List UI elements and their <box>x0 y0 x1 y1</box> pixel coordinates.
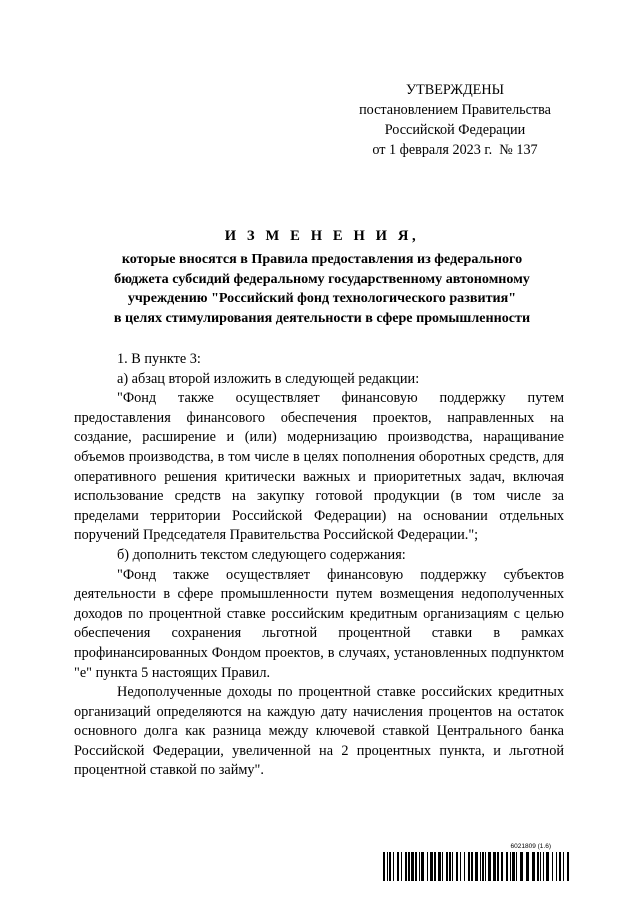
barcode-bar <box>408 852 410 881</box>
barcode-bar <box>512 852 515 881</box>
barcode-bar <box>438 852 441 881</box>
barcode-bar <box>421 852 424 881</box>
barcode-bar <box>446 852 448 881</box>
barcode-bar <box>516 852 517 881</box>
barcode-bar <box>415 852 417 881</box>
document-barcode <box>383 843 569 881</box>
approval-stamp <box>344 80 566 160</box>
title-subtitle-line: бюджета субсидий федеральному государственному автономному <box>114 270 530 287</box>
barcode-bar <box>563 852 564 881</box>
title-subtitle-line: учреждению "Российский фонд технологического развития" <box>127 290 517 306</box>
title-subtitle-line: в целях стимулирования деятельности в сфере промышленности <box>113 309 531 326</box>
document-title <box>70 226 574 328</box>
barcode-bar <box>567 852 569 881</box>
barcode-bar <box>501 852 503 881</box>
barcode-bar <box>430 852 433 881</box>
body-paragraph: Недополученные доходы по процентной ставке российских кредитных организаций определяются на каждую дату начисления процентов на остаток основного долга как разница между ключевой ставкой Центрального банка Российской Федерации, увеличенной на 2 процентных пункта, и льготной процентной ставкой по займу". <box>74 684 564 779</box>
body-paragraph: "Фонд также осуществляет финансовую поддержку путем предоставления финансового обеспечения проектов, направленных на создание, расширение и (или) модернизацию производства, наращивание объемов производства, в том числе в целях пополнения оборотных средств, для оперативного решения критически важных и приоритетных задач, включая использование средств на закупку готовой продукции (в том числе за пределами территории Российской Федерации) на основании отдельных поручений Председателя Правительства Российской Федерации."; <box>74 390 564 544</box>
barcode-bar <box>393 852 394 881</box>
barcode-bar <box>460 852 461 881</box>
barcode-bar <box>506 852 508 881</box>
barcode-bar <box>427 852 428 881</box>
barcode-bar <box>411 852 414 881</box>
approval-heading: УТВЕРЖДЕНЫ <box>406 82 504 98</box>
barcode-bar <box>520 852 523 881</box>
barcode-bar <box>397 852 399 881</box>
barcode-bar <box>532 852 535 881</box>
barcode-bar <box>452 852 453 881</box>
barcode-bar <box>488 852 491 881</box>
barcode-bar <box>434 852 436 881</box>
barcode-bar <box>537 852 539 881</box>
barcode-bar <box>485 852 486 881</box>
title-subtitle <box>70 250 574 328</box>
barcode-image <box>383 852 569 881</box>
barcode-bar <box>471 852 473 881</box>
approval-line-government: Российской Федерации <box>384 122 526 138</box>
barcode-bar <box>442 852 443 881</box>
barcode-bar <box>482 852 484 881</box>
barcode-bar <box>543 852 544 881</box>
barcode-bar <box>540 852 541 881</box>
barcode-bar <box>449 852 451 881</box>
barcode-bar <box>497 852 499 881</box>
barcode-bar <box>493 852 496 881</box>
barcode-bar <box>383 852 385 881</box>
barcode-bar <box>510 852 511 881</box>
barcode-bar <box>559 852 561 881</box>
barcode-bar <box>419 852 420 881</box>
barcode-bar <box>480 852 481 881</box>
barcode-bar <box>546 852 549 881</box>
title-changes: И З М Е Н Е Н И Я, <box>224 228 420 244</box>
barcode-bar <box>389 852 391 881</box>
body-paragraph: а) абзац второй изложить в следующей редакции: <box>117 370 420 387</box>
barcode-bar <box>387 852 388 881</box>
body-paragraph: б) дополнить текстом следующего содержания: <box>117 546 406 563</box>
body-paragraph: 1. В пункте 3: <box>117 351 201 367</box>
barcode-bar <box>405 852 407 881</box>
title-subtitle-line: которые вносятся в Правила предоставления из федерального <box>121 251 523 267</box>
barcode-bar <box>468 852 470 881</box>
barcode-bar <box>526 852 529 881</box>
barcode-bar <box>464 852 465 881</box>
body-paragraph: "Фонд также осуществляет финансовую поддержку субъектов деятельности в сфере промышленности путем возмещения недополученных доходов по процентной ставке российским кредитным организациям с целью обеспечения сохранения льготной процентной ставки в рамках профинансированных Фондом проектов, в случаях, установленных подпунктом "е" пункта 5 настоящих Правил. <box>74 566 564 681</box>
barcode-bar <box>401 852 402 881</box>
approval-line-date-number: от 1 февраля 2023 г. № 137 <box>372 142 538 158</box>
barcode-label: 6021809 (1.6) <box>510 843 551 850</box>
barcode-bar <box>456 852 458 881</box>
document-body <box>74 350 564 781</box>
barcode-bar <box>556 852 557 881</box>
barcode-bar <box>552 852 553 881</box>
approval-line-resolution: постановлением Правительства <box>359 102 551 118</box>
barcode-bar <box>475 852 478 881</box>
